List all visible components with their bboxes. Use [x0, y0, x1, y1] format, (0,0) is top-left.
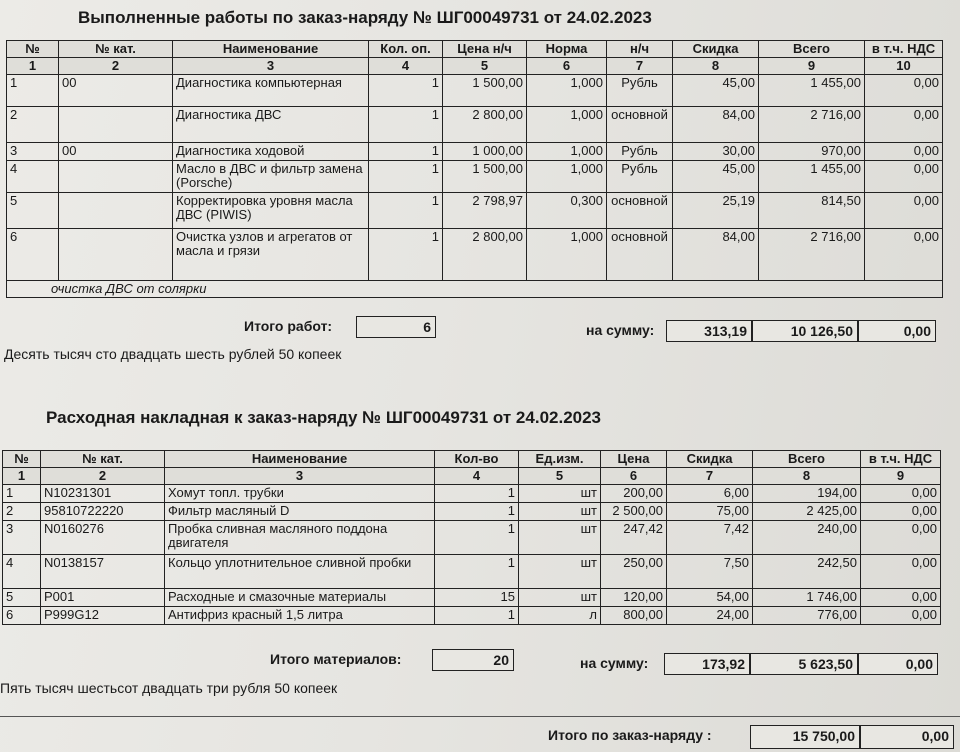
- price: 1 500,00: [443, 161, 527, 193]
- col-header: Наименование: [173, 41, 369, 58]
- total: 2 716,00: [759, 229, 865, 281]
- vat: 0,00: [865, 107, 943, 143]
- price: 200,00: [601, 485, 667, 503]
- row-number: 1: [7, 75, 59, 107]
- col-header: Кол. оп.: [369, 41, 443, 58]
- total: 814,50: [759, 193, 865, 229]
- row-number: 3: [7, 143, 59, 161]
- unit: л: [519, 607, 601, 625]
- materials-sum-discount: 173,92: [664, 653, 750, 675]
- col-number: 7: [667, 468, 753, 485]
- table-row: [3, 521, 941, 555]
- works-table: [6, 40, 943, 298]
- col-number: 9: [759, 58, 865, 75]
- catalog-number: [59, 161, 173, 193]
- table-row: [7, 107, 943, 143]
- quantity: 1: [369, 107, 443, 143]
- vat: 0,00: [861, 607, 941, 625]
- works-sum-vat: 0,00: [858, 320, 936, 342]
- works-header-row: [7, 41, 943, 58]
- col-number: 9: [861, 468, 941, 485]
- works-title: Выполненные работы по заказ-наряду № ШГ00049731 от 24.02.2023: [78, 8, 652, 27]
- price: 800,00: [601, 607, 667, 625]
- vat: 0,00: [861, 589, 941, 607]
- quantity: 1: [369, 161, 443, 193]
- col-header: Скидка: [673, 41, 759, 58]
- unit: шт: [519, 555, 601, 589]
- row-number: 5: [3, 589, 41, 607]
- price: 2 500,00: [601, 503, 667, 521]
- col-header: № кат.: [41, 451, 165, 468]
- catalog-number: [59, 193, 173, 229]
- col-header: № кат.: [59, 41, 173, 58]
- col-header: в т.ч. НДС: [865, 41, 943, 58]
- col-header: Кол-во: [435, 451, 519, 468]
- discount: 30,00: [673, 143, 759, 161]
- item-name: Очистка узлов и агрегатов от масла и грязи: [173, 229, 369, 281]
- col-number: 5: [443, 58, 527, 75]
- unit: шт: [519, 503, 601, 521]
- materials-sum-label: на сумму:: [580, 655, 649, 671]
- total: 240,00: [753, 521, 861, 555]
- quantity: 1: [369, 143, 443, 161]
- discount: 75,00: [667, 503, 753, 521]
- col-header: н/ч: [607, 41, 673, 58]
- col-number: 10: [865, 58, 943, 75]
- total: 1 455,00: [759, 75, 865, 107]
- discount: 7,42: [667, 521, 753, 555]
- vat: 0,00: [865, 143, 943, 161]
- quantity: 1: [435, 485, 519, 503]
- catalog-number: 00: [59, 143, 173, 161]
- discount: 84,00: [673, 229, 759, 281]
- catalog-number: [59, 229, 173, 281]
- price: 2 800,00: [443, 107, 527, 143]
- quantity: 15: [435, 589, 519, 607]
- vat: 0,00: [861, 485, 941, 503]
- row-number: 3: [3, 521, 41, 555]
- item-name: Хомут топл. трубки: [165, 485, 435, 503]
- discount: 25,19: [673, 193, 759, 229]
- col-header: №: [3, 451, 41, 468]
- item-name: Пробка сливная масляного поддона двигателя: [165, 521, 435, 555]
- row-number: 1: [3, 485, 41, 503]
- table-row: [7, 193, 943, 229]
- vat: 0,00: [865, 193, 943, 229]
- item-name: Масло в ДВС и фильтр замена (Porsche): [173, 161, 369, 193]
- row-number: 6: [7, 229, 59, 281]
- discount: 6,00: [667, 485, 753, 503]
- price: 2 800,00: [443, 229, 527, 281]
- item-name: Диагностика компьютерная: [173, 75, 369, 107]
- unit: Рубль: [607, 161, 673, 193]
- row-number: 6: [3, 607, 41, 625]
- item-name: Кольцо уплотнительное сливной пробки: [165, 555, 435, 589]
- catalog-number: 95810722220: [41, 503, 165, 521]
- col-header: Норма: [527, 41, 607, 58]
- vat: 0,00: [861, 503, 941, 521]
- norm: 1,000: [527, 229, 607, 281]
- item-name: Расходные и смазочные материалы: [165, 589, 435, 607]
- work-comment: очистка ДВС от солярки: [7, 281, 943, 298]
- col-number: 6: [527, 58, 607, 75]
- item-name: Антифриз красный 1,5 литра: [165, 607, 435, 625]
- discount: 7,50: [667, 555, 753, 589]
- col-number: 4: [435, 468, 519, 485]
- item-name: Диагностика ДВС: [173, 107, 369, 143]
- price: 1 500,00: [443, 75, 527, 107]
- total: 776,00: [753, 607, 861, 625]
- row-number: 5: [7, 193, 59, 229]
- unit: шт: [519, 485, 601, 503]
- unit: основной: [607, 107, 673, 143]
- col-number: 8: [753, 468, 861, 485]
- price: 1 000,00: [443, 143, 527, 161]
- discount: 84,00: [673, 107, 759, 143]
- unit: Рубль: [607, 143, 673, 161]
- col-header: в т.ч. НДС: [861, 451, 941, 468]
- materials-sum-total: 5 623,50: [750, 653, 858, 675]
- price: 250,00: [601, 555, 667, 589]
- catalog-number: P999G12: [41, 607, 165, 625]
- col-header: Цена н/ч: [443, 41, 527, 58]
- row-number: 2: [7, 107, 59, 143]
- item-name: Корректировка уровня масла ДВС (PIWIS): [173, 193, 369, 229]
- table-row: [7, 75, 943, 107]
- materials-header-row: [3, 451, 941, 468]
- quantity: 1: [369, 75, 443, 107]
- comment-row: [7, 281, 943, 298]
- norm: 1,000: [527, 107, 607, 143]
- quantity: 1: [435, 521, 519, 555]
- col-number: 2: [59, 58, 173, 75]
- catalog-number: P001: [41, 589, 165, 607]
- price: 120,00: [601, 589, 667, 607]
- col-number: 7: [607, 58, 673, 75]
- row-number: 2: [3, 503, 41, 521]
- table-row: [7, 229, 943, 281]
- unit: основной: [607, 229, 673, 281]
- total: 194,00: [753, 485, 861, 503]
- col-header: Ед.изм.: [519, 451, 601, 468]
- item-name: Диагностика ходовой: [173, 143, 369, 161]
- vat: 0,00: [865, 161, 943, 193]
- col-header: Всего: [753, 451, 861, 468]
- unit: шт: [519, 521, 601, 555]
- vat: 0,00: [861, 555, 941, 589]
- catalog-number: N0138157: [41, 555, 165, 589]
- table-row: [3, 607, 941, 625]
- total: 970,00: [759, 143, 865, 161]
- row-number: 4: [3, 555, 41, 589]
- table-row: [3, 555, 941, 589]
- table-row: [3, 589, 941, 607]
- table-row: [7, 161, 943, 193]
- quantity: 1: [369, 193, 443, 229]
- vat: 0,00: [861, 521, 941, 555]
- table-row: [3, 485, 941, 503]
- discount: 45,00: [673, 161, 759, 193]
- catalog-number: 00: [59, 75, 173, 107]
- materials-column-numbers: [3, 468, 941, 485]
- quantity: 1: [435, 503, 519, 521]
- col-number: 2: [41, 468, 165, 485]
- works-sum-discount: 313,19: [666, 320, 752, 342]
- vat: 0,00: [865, 75, 943, 107]
- grand-total-value: 15 750,00: [750, 725, 860, 749]
- col-number: 6: [601, 468, 667, 485]
- works-sum-label: на сумму:: [586, 322, 655, 338]
- norm: 0,300: [527, 193, 607, 229]
- catalog-number: N10231301: [41, 485, 165, 503]
- item-name: Фильтр масляный D: [165, 503, 435, 521]
- quantity: 1: [435, 607, 519, 625]
- col-number: 3: [173, 58, 369, 75]
- works-total-count: 6: [356, 316, 436, 338]
- unit: Рубль: [607, 75, 673, 107]
- works-total-label: Итого работ:: [244, 318, 333, 334]
- discount: 54,00: [667, 589, 753, 607]
- total: 242,50: [753, 555, 861, 589]
- divider-line: [0, 716, 960, 717]
- total: 2 716,00: [759, 107, 865, 143]
- materials-total-label: Итого материалов:: [270, 651, 402, 667]
- price: 247,42: [601, 521, 667, 555]
- col-header: Всего: [759, 41, 865, 58]
- col-number: 1: [7, 58, 59, 75]
- grand-total-vat: 0,00: [860, 725, 954, 749]
- col-number: 8: [673, 58, 759, 75]
- col-header: Цена: [601, 451, 667, 468]
- row-number: 4: [7, 161, 59, 193]
- norm: 1,000: [527, 75, 607, 107]
- total: 1 746,00: [753, 589, 861, 607]
- total: 2 425,00: [753, 503, 861, 521]
- norm: 1,000: [527, 161, 607, 193]
- col-number: 3: [165, 468, 435, 485]
- vat: 0,00: [865, 229, 943, 281]
- unit: шт: [519, 589, 601, 607]
- total: 1 455,00: [759, 161, 865, 193]
- catalog-number: N0160276: [41, 521, 165, 555]
- table-row: [7, 143, 943, 161]
- col-header: №: [7, 41, 59, 58]
- price: 2 798,97: [443, 193, 527, 229]
- materials-title: Расходная накладная к заказ-наряду № ШГ00049731 от 24.02.2023: [46, 408, 602, 427]
- discount: 45,00: [673, 75, 759, 107]
- col-number: 5: [519, 468, 601, 485]
- works-sum-total: 10 126,50: [752, 320, 858, 342]
- discount: 24,00: [667, 607, 753, 625]
- grand-total-label: Итого по заказ-наряду :: [548, 727, 712, 743]
- catalog-number: [59, 107, 173, 143]
- materials-sum-vat: 0,00: [858, 653, 938, 675]
- col-number: 1: [3, 468, 41, 485]
- quantity: 1: [435, 555, 519, 589]
- materials-total-count: 20: [432, 649, 514, 671]
- table-row: [3, 503, 941, 521]
- col-header: Наименование: [165, 451, 435, 468]
- unit: основной: [607, 193, 673, 229]
- materials-table: [2, 450, 941, 625]
- col-header: Скидка: [667, 451, 753, 468]
- col-number: 4: [369, 58, 443, 75]
- quantity: 1: [369, 229, 443, 281]
- materials-sum-in-words: Пять тысяч шестьсот двадцать три рубля 50 копеек: [0, 680, 338, 696]
- norm: 1,000: [527, 143, 607, 161]
- works-sum-in-words: Десять тысяч сто двадцать шесть рублей 50 копеек: [4, 346, 342, 362]
- works-column-numbers: [7, 58, 943, 75]
